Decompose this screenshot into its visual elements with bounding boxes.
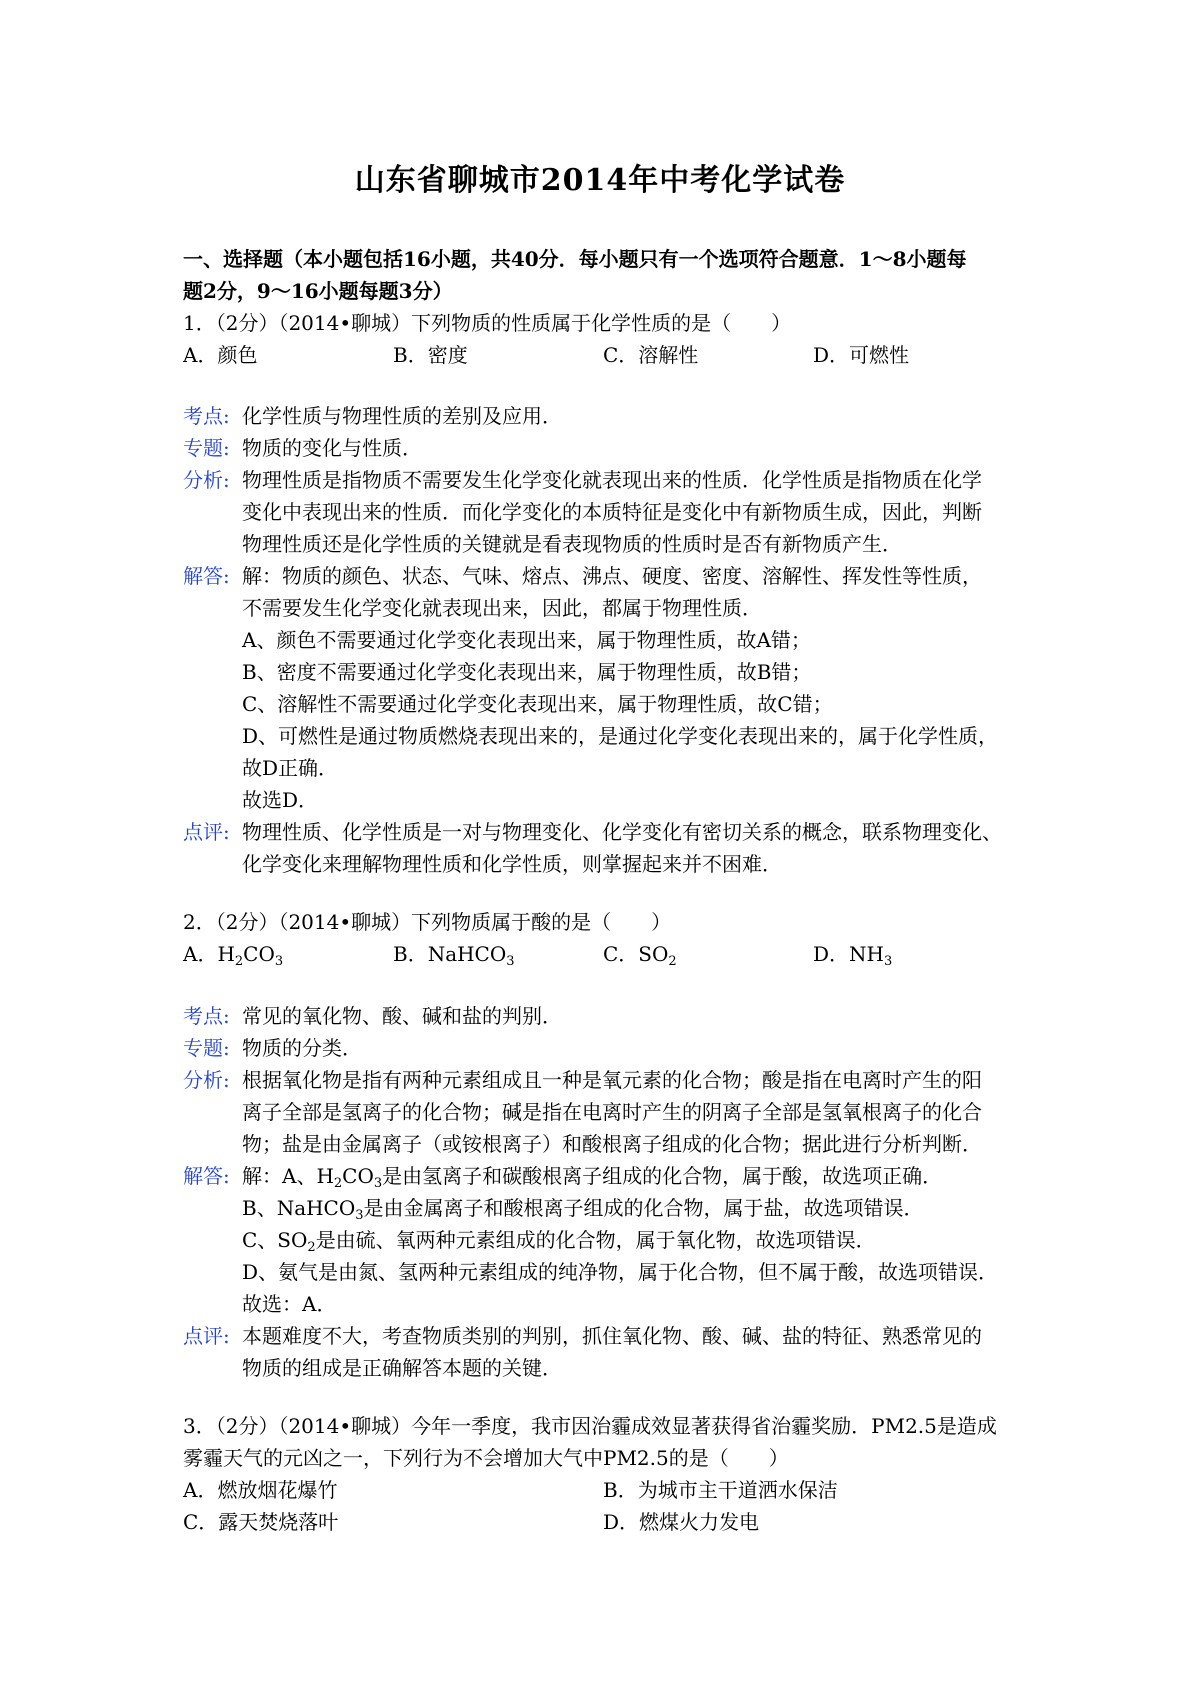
dianping-line: 本题难度不大，考查物质类别的判别，抓住氧化物、酸、碱、盐的特征、熟悉常见的: [242, 1324, 982, 1348]
question-1: [183, 307, 1033, 371]
jieda-section: [183, 560, 1033, 816]
jieda-line: 故选：A．: [242, 1292, 337, 1316]
option-b: B．密度: [393, 343, 468, 367]
options-row: [183, 938, 1033, 970]
option-b: B．NaHCO$_3$: [393, 942, 515, 969]
section-heading: [183, 243, 1033, 307]
jieda-line: 故D正确．: [242, 756, 339, 780]
jieda-section: [183, 1160, 1033, 1320]
dianping-line: 物质的组成是正确解答本题的关键．: [242, 1356, 562, 1380]
question-2: [183, 906, 1033, 970]
analysis-1: [183, 400, 1033, 880]
fenxi-line: 物；盐是由金属离子（或铵根离子）和酸根离子组成的化合物；据此进行分析判断．: [242, 1132, 982, 1156]
jieda-label: 解答:: [183, 1164, 230, 1188]
jieda-line: 故选D．: [242, 788, 319, 812]
dianping-line: 化学变化来理解物理性质和化学性质，则掌握起来并不困难．: [242, 852, 782, 876]
kaodian-label: 考点:: [183, 404, 230, 428]
question-stem: 2．（2分）（2014•聊城）下列物质属于酸的是（ ）: [183, 910, 672, 934]
jieda-line: D、氨气是由氮、氢两种元素组成的纯净物，属于化合物，但不属于酸，故选项错误．: [242, 1260, 999, 1284]
dianping-label: 点评:: [183, 820, 230, 844]
option-c: C．露天焚烧落叶: [183, 1510, 339, 1534]
fenxi-line: 物理性质还是化学性质的关键就是看表现物质的性质时是否有新物质产生．: [242, 532, 902, 556]
kaodian-label: 考点:: [183, 1004, 230, 1028]
dianping-label: 点评:: [183, 1324, 230, 1348]
analysis-2: [183, 1000, 1033, 1384]
option-a: A．燃放烟花爆竹: [183, 1478, 338, 1502]
fenxi-line: 物理性质是指物质不需要发生化学变化就表现出来的性质．化学性质是指物质在化学: [242, 468, 982, 492]
jieda-line: A、颜色不需要通过化学变化表现出来，属于物理性质，故A错；: [242, 628, 811, 652]
zhuanti-section: [183, 1032, 1033, 1064]
zhuanti-section: [183, 432, 1033, 464]
option-d: D．燃煤火力发电: [603, 1510, 760, 1534]
question-stem: 1．（2分）（2014•聊城）下列物质的性质属于化学性质的是（ ）: [183, 311, 792, 335]
zhuanti-label: 专题:: [183, 1036, 230, 1060]
jieda-label: 解答:: [183, 564, 230, 588]
zhuanti-label: 专题:: [183, 436, 230, 460]
dianping-section: [183, 1320, 1033, 1384]
question-stem: 3．（2分）（2014•聊城）今年一季度，我市因治霾成效显著获得省治霾奖励．PM2.5是造成: [183, 1414, 997, 1438]
fenxi-line: 变化中表现出来的性质．而化学变化的本质特征是变化中有新物质生成，因此，判断: [242, 500, 982, 524]
jieda-line: 解：物质的颜色、状态、气味、熔点、沸点、硬度、密度、溶解性、挥发性等性质，: [242, 564, 982, 588]
options-row: [183, 1506, 1033, 1538]
option-a: A．$H_2CO_3$: [183, 942, 284, 969]
fenxi-label: 分析:: [183, 468, 230, 492]
page-title: 山东省聊城市2014年中考化学试卷: [354, 163, 846, 198]
option-b: B．为城市主干道洒水保洁: [603, 1478, 838, 1502]
dianping-section: [183, 816, 1033, 880]
kaodian-section: [183, 1000, 1033, 1032]
jieda-line: 解：A、$H_2CO_3$是由氢离子和碳酸根离子组成的化合物，属于酸，故选项正确．: [242, 1164, 943, 1191]
dianping-line: 物理性质、化学性质是一对与物理变化、化学变化有密切关系的概念，联系物理变化、: [242, 820, 1002, 844]
jieda-line: C、溶解性不需要通过化学变化表现出来，属于物理性质，故C错；: [242, 692, 833, 716]
zhuanti-text: 物质的变化与性质．: [242, 436, 422, 460]
question-3: [183, 1410, 1033, 1538]
jieda-line: D、可燃性是通过物质燃烧表现出来的，是通过化学变化表现出来的，属于化学性质，: [242, 724, 999, 748]
jieda-line: C、$SO_2$是由硫、氧两种元素组成的化合物，属于氧化物，故选项错误．: [242, 1228, 876, 1255]
kaodian-text: 化学性质与物理性质的差别及应用．: [242, 404, 562, 428]
jieda-line: B、NaHCO$_3$是由金属离子和酸根离子组成的化合物，属于盐，故选项错误．: [242, 1196, 924, 1223]
section-heading-line: 题2分，9～16小题每题3分）: [183, 279, 453, 303]
section-heading-line: 一、选择题（本小题包括16小题，共40分．每小题只有一个选项符合题意．1～8小题每: [183, 247, 967, 271]
option-a: A．颜色: [183, 343, 258, 367]
option-c: C．溶解性: [603, 343, 699, 367]
options-row: [183, 1474, 1033, 1506]
jieda-line: B、密度不需要通过化学变化表现出来，属于物理性质，故B错；: [242, 660, 812, 684]
kaodian-section: [183, 400, 1033, 432]
question-stem: 雾霾天气的元凶之一，下列行为不会增加大气中PM2.5的是（ ）: [183, 1446, 789, 1470]
fenxi-section: [183, 464, 1033, 560]
jieda-line: 不需要发生化学变化就表现出来，因此，都属于物理性质．: [242, 596, 762, 620]
fenxi-line: 离子全部是氢离子的化合物；碱是指在电离时产生的阴离子全部是氢氧根离子的化合: [242, 1100, 982, 1124]
options-row: [183, 339, 1033, 371]
option-d: D．$NH_3$: [813, 942, 893, 969]
fenxi-label: 分析:: [183, 1068, 230, 1092]
fenxi-line: 根据氧化物是指有两种元素组成且一种是氧元素的化合物；酸是指在电离时产生的阳: [242, 1068, 982, 1092]
fenxi-section: [183, 1064, 1033, 1160]
kaodian-text: 常见的氧化物、酸、碱和盐的判别．: [242, 1004, 562, 1028]
zhuanti-text: 物质的分类．: [242, 1036, 362, 1060]
option-c: C．$SO_2$: [603, 942, 677, 969]
option-d: D．可燃性: [813, 343, 910, 367]
